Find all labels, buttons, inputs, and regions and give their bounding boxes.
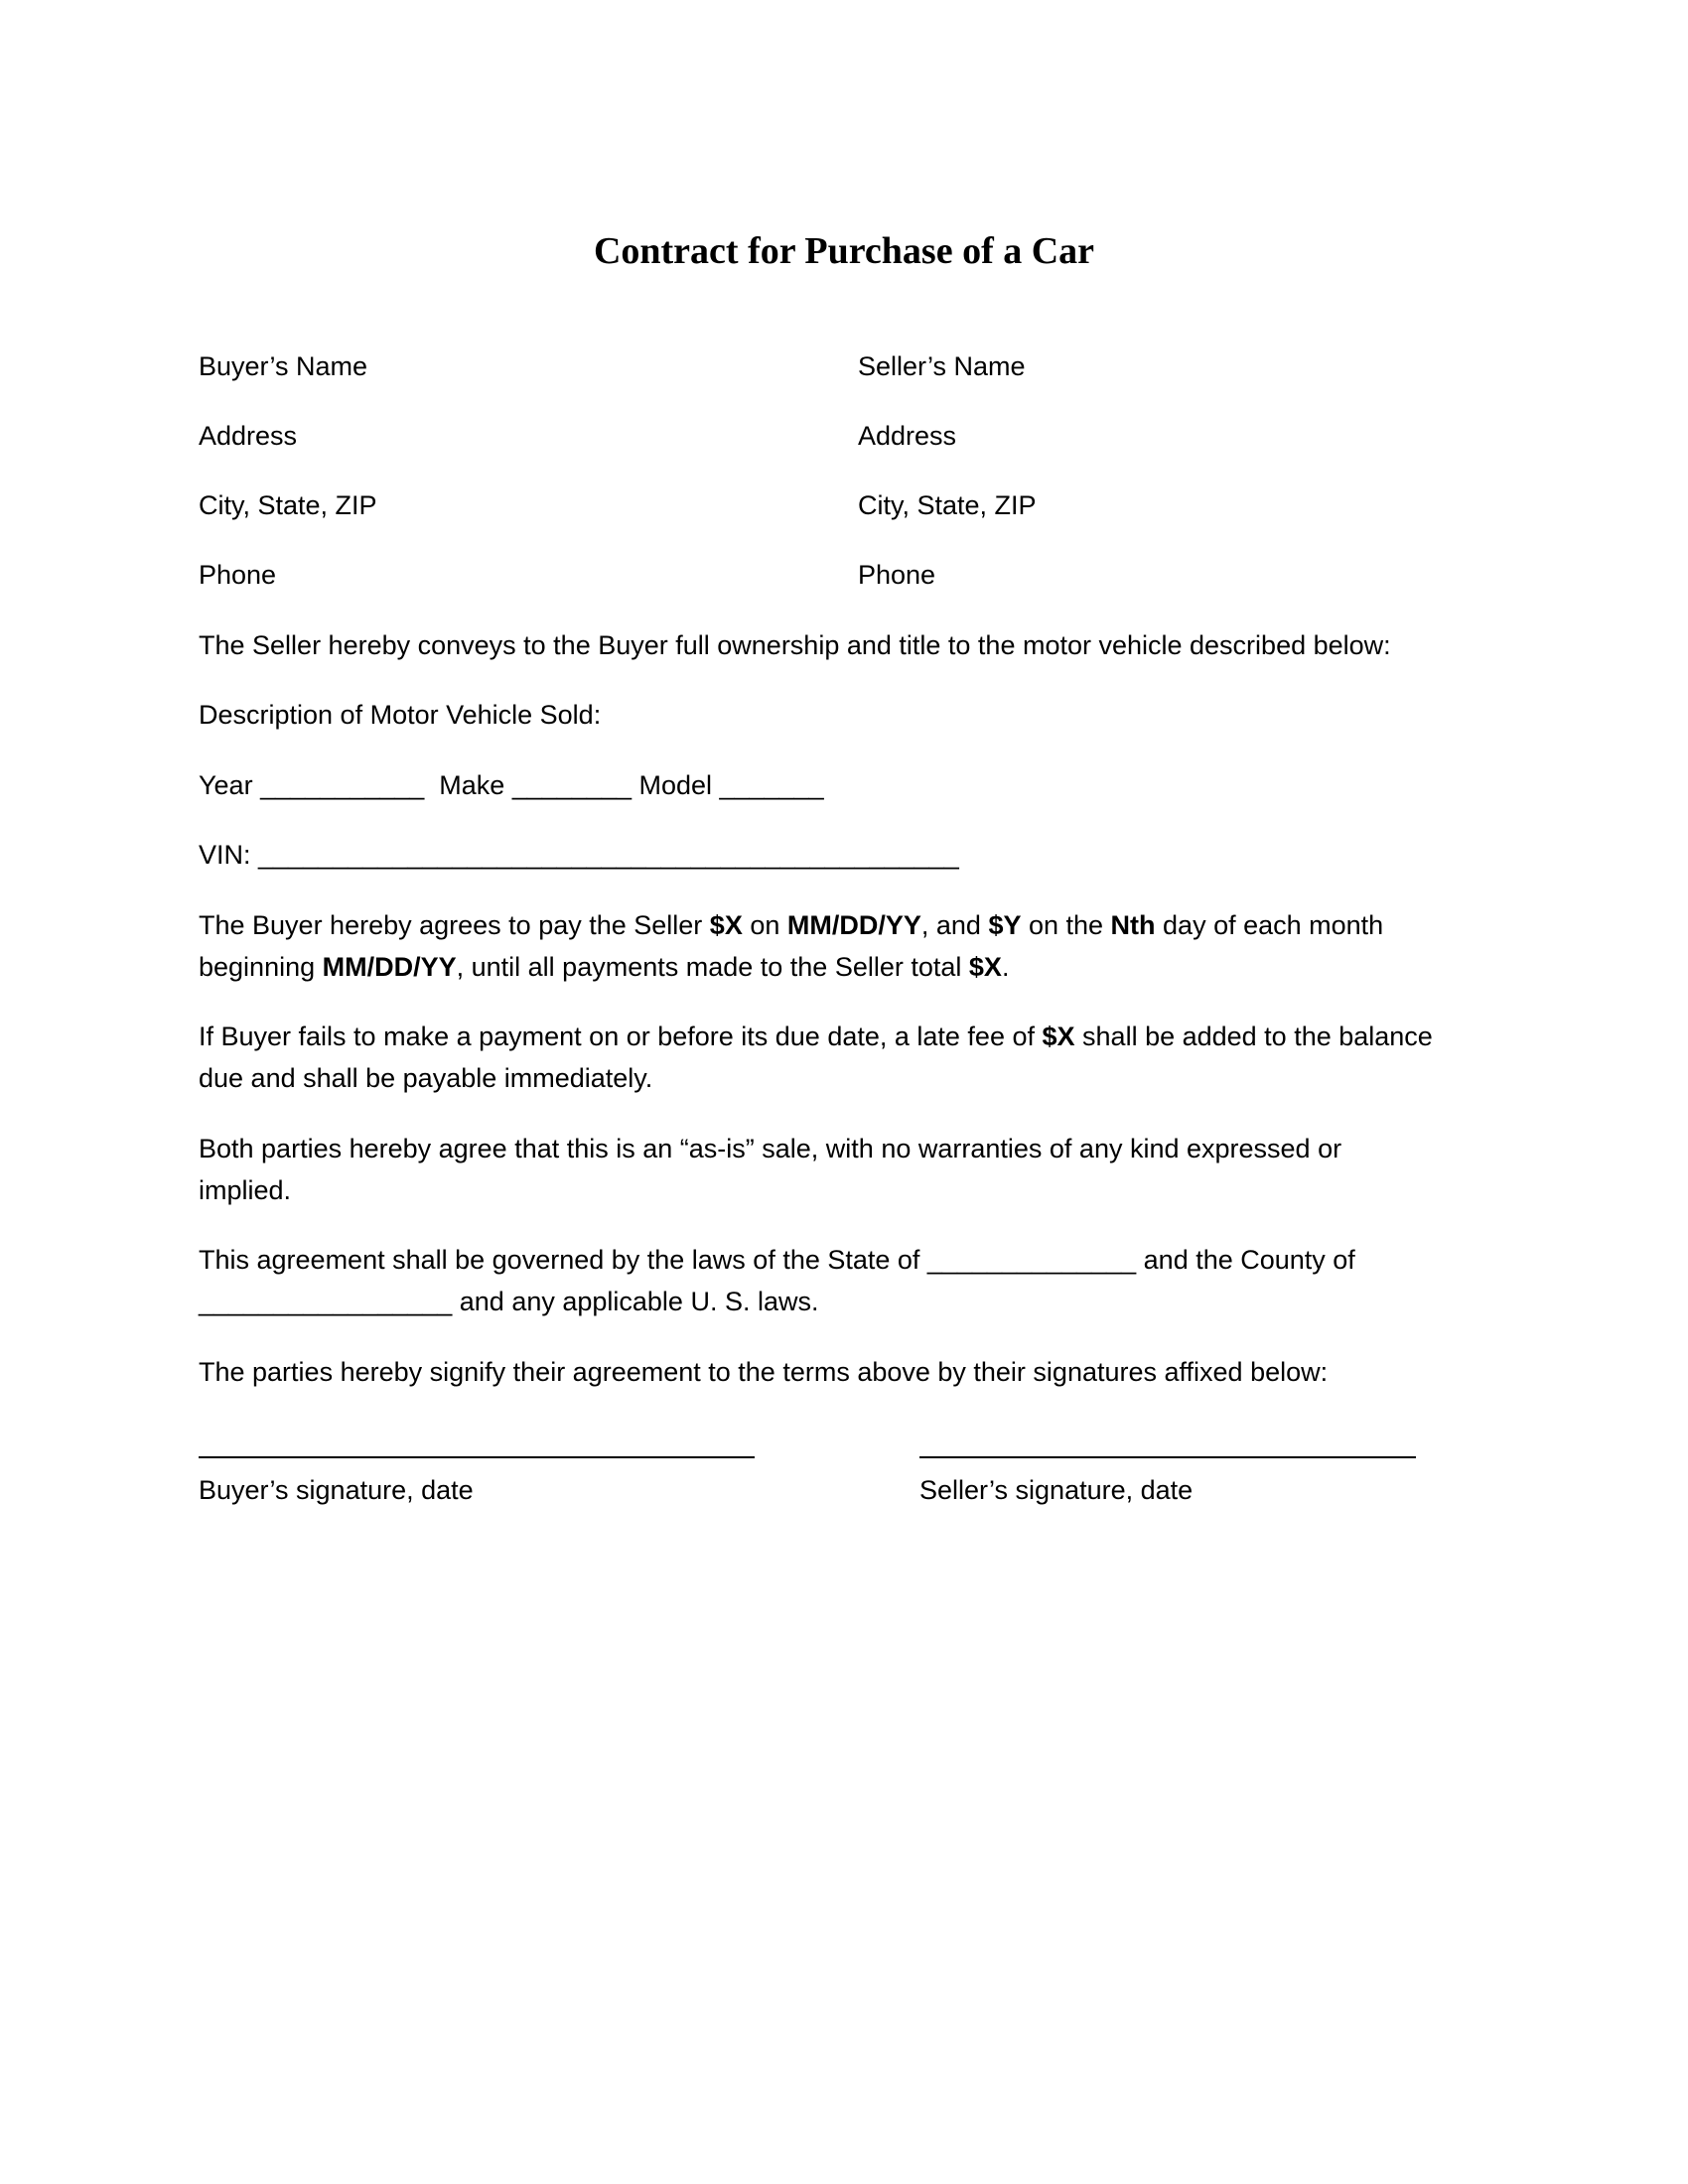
payment-date-2: MM/DD/YY [322,952,457,982]
page-title: Contract for Purchase of a Car [593,230,1095,272]
buyer-signature-label: Buyer’s signature, date [199,1475,474,1505]
vehicle-vin [199,834,959,876]
seller-phone-label: Phone [858,560,936,590]
buyer-name-label: Buyer’s Name [199,351,368,381]
as-is-line-1: Both parties hereby agree that this is an “as-is” sale, with no warranties of any kind expressed or [199,1134,1342,1163]
late-fee-line-1: If Buyer fails to make a payment on or before its due date, a late fee of $X shall be added to the balance [199,1022,1433,1051]
buyer-address-label: Address [199,421,298,451]
year-label: Year [199,770,253,800]
governing-law-line-1: This agreement shall be governed by the laws of the State of ______________ and the County of [199,1245,1355,1275]
seller-signature-label: Seller’s signature, date [919,1475,1194,1505]
payment-terms-line-1: The Buyer hereby agrees to pay the Seller $X on MM/DD/YY, and $Y on the Nth day of each month [199,910,1384,940]
conveyance-statement: The Seller hereby conveys to the Buyer full ownership and title to the motor vehicle described below: [199,630,1391,660]
buyer-signature-line [199,1456,755,1458]
buyer-city-label: City, State, ZIP [199,490,377,520]
late-fee-line-2: due and shall be payable immediately. [199,1063,653,1093]
seller-city-label: City, State, ZIP [858,490,1037,520]
model-blank: _______ [719,770,824,800]
payment-date-1: MM/DD/YY [786,910,921,940]
payment-amount-1: $X [709,910,743,940]
seller-name-label: Seller’s Name [858,351,1026,381]
vehicle-description-heading: Description of Motor Vehicle Sold: [199,700,602,730]
governing-law-line-2: _________________ and any applicable U. S. laws. [199,1287,819,1316]
buyer-phone-label: Phone [199,560,277,590]
year-blank: ___________ [260,770,425,800]
make-label: Make [439,770,505,800]
vin-label: VIN: [199,840,251,870]
payment-amount-total: $X [968,952,1002,982]
seller-signature-line [919,1456,1416,1458]
vehicle-year-make-model [199,764,824,806]
payment-terms-line-2: beginning MM/DD/YY, until all payments made to the Seller total $X. [199,952,1010,982]
signify-statement: The parties hereby signify their agreement to the terms above by their signatures affixed below: [199,1357,1329,1387]
payment-nth-day: Nth [1110,910,1156,940]
model-label: Model [638,770,713,800]
as-is-line-2: implied. [199,1175,292,1205]
seller-address-label: Address [858,421,957,451]
late-fee-amount: $X [1042,1022,1075,1051]
governing-law-clause [199,1239,1489,1322]
late-fee-clause [199,1016,1489,1099]
payment-terms [199,904,1489,988]
contract-page [199,0,1489,2184]
vin-blank: _______________________________________________ [258,840,959,870]
as-is-clause [199,1128,1489,1211]
make-blank: ________ [511,770,632,800]
payment-amount-2: $Y [988,910,1022,940]
